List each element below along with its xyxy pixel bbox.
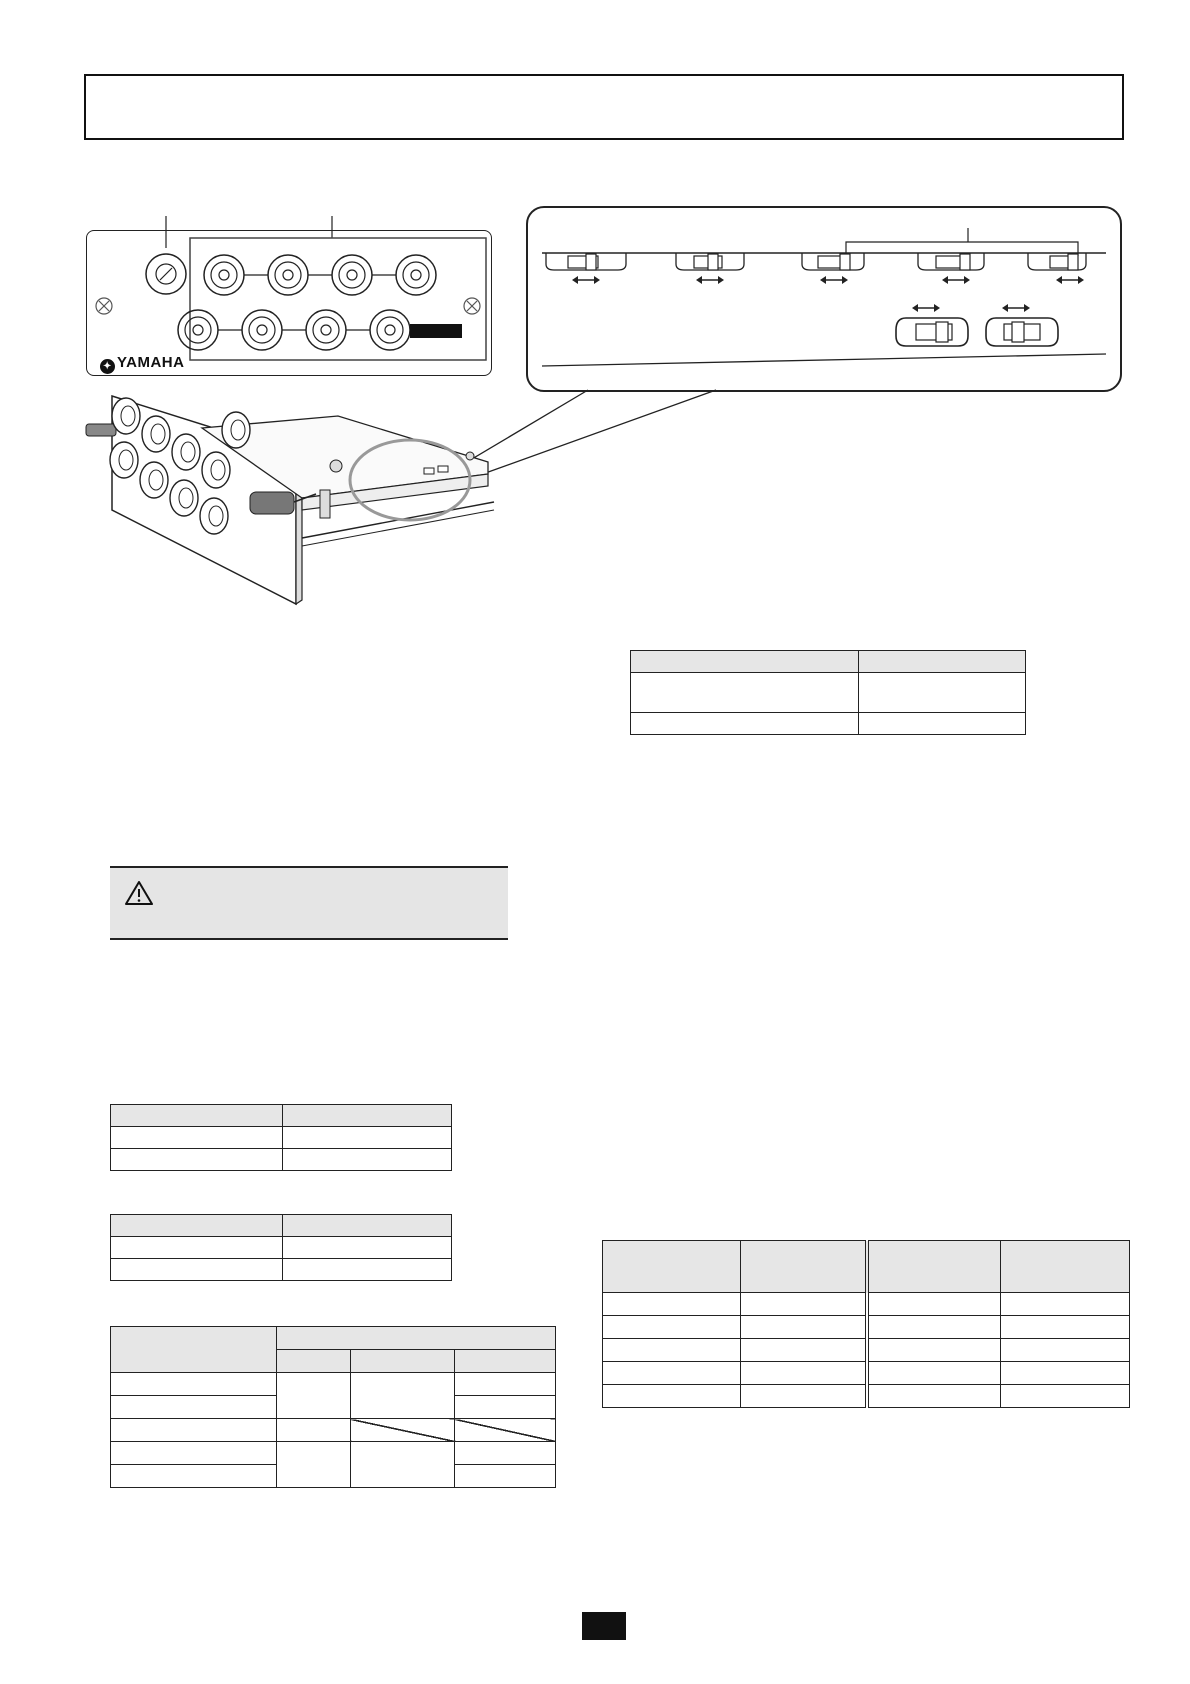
table-cell xyxy=(859,713,1026,735)
table-cell xyxy=(603,1385,741,1408)
table-cell xyxy=(741,1316,867,1339)
bnc-connector-icon xyxy=(306,310,346,350)
table-cell xyxy=(631,673,859,713)
bnc-connector-icon xyxy=(112,398,140,434)
table-cell xyxy=(111,1215,283,1237)
warning-triangle-icon xyxy=(124,880,154,906)
table-cell xyxy=(867,1293,1001,1316)
table-cell xyxy=(277,1442,351,1488)
table-cell xyxy=(283,1237,452,1259)
table-cell xyxy=(867,1362,1001,1385)
bnc-connector-icon xyxy=(178,310,218,350)
double-arrow-icon xyxy=(912,304,940,312)
bnc-connector-icon xyxy=(200,498,228,534)
table-cell xyxy=(277,1350,351,1373)
slide-switch-icon xyxy=(676,253,744,270)
slide-switch-icon xyxy=(802,253,864,270)
switch-detail-drawing xyxy=(526,206,1122,392)
table-cell xyxy=(1001,1316,1130,1339)
table-cell xyxy=(1001,1293,1130,1316)
brand-logo xyxy=(100,354,184,374)
double-arrow-icon xyxy=(696,276,724,284)
double-arrow-icon xyxy=(1056,276,1084,284)
table-cell xyxy=(277,1327,556,1350)
table-cell xyxy=(111,1105,283,1127)
table-cell xyxy=(603,1316,741,1339)
bnc-connector-icon xyxy=(396,255,436,295)
slide-switch-icon xyxy=(546,253,626,270)
table-cell xyxy=(741,1385,867,1408)
table-cell xyxy=(1001,1339,1130,1362)
slide-switch-icon xyxy=(1028,253,1086,270)
table-cell xyxy=(867,1339,1001,1362)
table-cell xyxy=(111,1259,283,1281)
table-cell xyxy=(351,1350,455,1373)
table-cell xyxy=(1001,1385,1130,1408)
table-cell xyxy=(859,651,1026,673)
table-1 xyxy=(110,1104,452,1171)
slide-switch-icon xyxy=(918,253,984,270)
bnc-connector-icon xyxy=(204,255,244,295)
table-cell xyxy=(741,1241,867,1293)
table-cell xyxy=(867,1385,1001,1408)
bnc-connector-icon xyxy=(222,412,250,448)
table-cell xyxy=(111,1373,277,1396)
bnc-connector-icon xyxy=(146,254,186,294)
bnc-connector-icon xyxy=(142,416,170,452)
table-cell xyxy=(283,1215,452,1237)
yamaha-tuning-fork-icon: ✦ xyxy=(100,359,115,374)
bnc-connector-icon xyxy=(170,480,198,516)
table-cell xyxy=(1001,1362,1130,1385)
card-perspective-drawing xyxy=(84,390,504,610)
table-cell xyxy=(283,1127,452,1149)
table-cell xyxy=(351,1373,455,1419)
bnc-connector-icon xyxy=(242,310,282,350)
table-cell xyxy=(455,1373,556,1396)
table-4 xyxy=(630,650,1026,735)
table-cell xyxy=(111,1465,277,1488)
table-5 xyxy=(602,1240,1130,1408)
table-cell xyxy=(283,1105,452,1127)
table-cell-empty-diagonal xyxy=(351,1419,455,1442)
table-cell xyxy=(603,1362,741,1385)
table-cell xyxy=(111,1127,283,1149)
table-cell xyxy=(603,1241,741,1293)
table-cell xyxy=(741,1293,867,1316)
table-cell xyxy=(277,1419,351,1442)
table-cell xyxy=(631,651,859,673)
table-cell xyxy=(277,1373,351,1419)
table-cell xyxy=(111,1419,277,1442)
table-cell xyxy=(741,1362,867,1385)
table-cell xyxy=(283,1259,452,1281)
table-cell xyxy=(741,1339,867,1362)
bnc-connector-icon xyxy=(110,442,138,478)
table-cell xyxy=(351,1442,455,1488)
table-cell xyxy=(111,1149,283,1171)
screw-x-icon xyxy=(464,298,480,314)
table-cell xyxy=(455,1442,556,1465)
bnc-connector-icon xyxy=(332,255,372,295)
table-cell xyxy=(859,673,1026,713)
bnc-connector-icon xyxy=(370,310,410,350)
page-title-box xyxy=(84,74,1124,140)
table-cell xyxy=(603,1293,741,1316)
bnc-connector-icon xyxy=(140,462,168,498)
table-3 xyxy=(110,1326,556,1488)
bnc-connector-icon xyxy=(172,434,200,470)
table-cell xyxy=(111,1396,277,1419)
table-cell xyxy=(603,1339,741,1362)
brand-name: YAMAHA xyxy=(117,354,185,371)
table-cell xyxy=(867,1316,1001,1339)
table-cell xyxy=(631,713,859,735)
double-arrow-icon xyxy=(572,276,600,284)
model-label-plate xyxy=(410,324,462,338)
table-cell xyxy=(867,1241,1001,1293)
double-arrow-icon xyxy=(1002,304,1030,312)
table-cell xyxy=(455,1465,556,1488)
slide-switch-icon xyxy=(986,318,1058,346)
caution-box xyxy=(110,866,508,940)
table-cell xyxy=(111,1237,283,1259)
table-cell xyxy=(283,1149,452,1171)
bnc-connector-icon xyxy=(268,255,308,295)
double-arrow-icon xyxy=(820,276,848,284)
slide-switch-icon xyxy=(896,318,968,346)
table-cell xyxy=(111,1327,277,1373)
table-cell xyxy=(455,1350,556,1373)
page-number-tab xyxy=(582,1612,626,1640)
table-cell-empty-diagonal xyxy=(455,1419,556,1442)
screw-x-icon xyxy=(96,298,112,314)
table-cell xyxy=(1001,1241,1130,1293)
bnc-connector-icon xyxy=(202,452,230,488)
table-cell xyxy=(111,1442,277,1465)
table-cell xyxy=(455,1396,556,1419)
double-arrow-icon xyxy=(942,276,970,284)
table-2 xyxy=(110,1214,452,1281)
